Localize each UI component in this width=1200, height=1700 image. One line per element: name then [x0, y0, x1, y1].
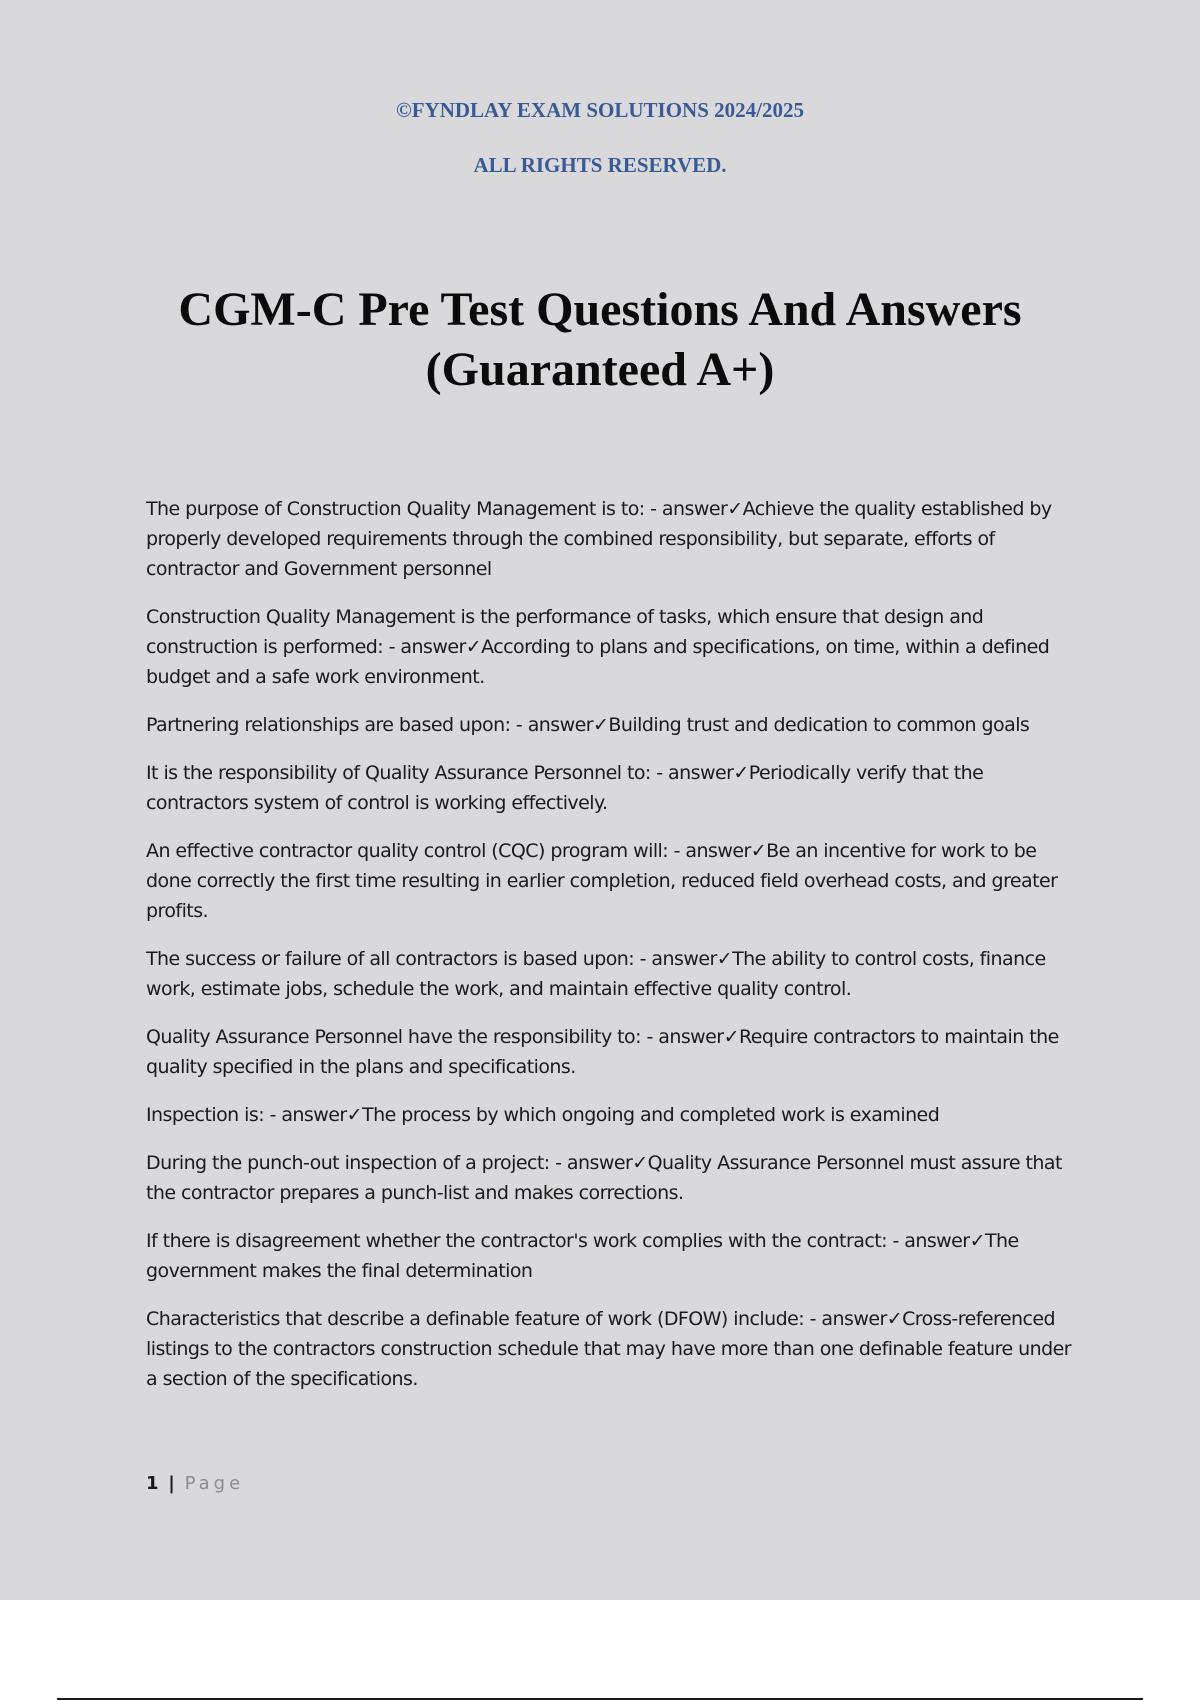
rights-reserved-header: ALL RIGHTS RESERVED.: [473, 153, 727, 177]
qa-item: Partnering relationships are based upon: - answer✓Building trust and dedication to common goals: [146, 714, 1030, 736]
qa-item: It is the responsibility of Quality Assurance Personnel to: - answer✓Periodically verify that the contractors system of control is working effectively.: [146, 762, 984, 814]
qa-item: During the punch-out inspection of a project: - answer✓Quality Assurance Personnel must assure that the contractor prepares a punch-list and makes corrections.: [146, 1152, 1062, 1204]
copyright-header: ©FYNDLAY EXAM SOLUTIONS 2024/2025: [396, 98, 804, 122]
qa-list: [146, 494, 1086, 1412]
title-line-2: (Guaranteed A+): [425, 343, 775, 396]
qa-item: Inspection is: - answer✓The process by which ongoing and completed work is examined: [146, 1104, 940, 1126]
qa-item: The purpose of Construction Quality Management is to: - answer✓Achieve the quality established by properly developed requirements through the combined responsibility, but separate, efforts of contractor and Government personnel: [146, 498, 1052, 580]
qa-item: If there is disagreement whether the contractor's work complies with the contract: - answer✓The government makes the final determination: [146, 1230, 1019, 1282]
page-footer: [146, 1473, 244, 1494]
footer-separator: |: [168, 1473, 175, 1494]
qa-item: Quality Assurance Personnel have the responsibility to: - answer✓Require contractors to maintain the quality specified in the plans and specifications.: [146, 1026, 1059, 1078]
page-number: 1: [146, 1473, 159, 1494]
page-label: Page: [184, 1473, 245, 1494]
title-line-1: CGM-C Pre Test Questions And Answers: [178, 283, 1022, 336]
document-title: [0, 280, 1200, 400]
qa-item: Construction Quality Management is the performance of tasks, which ensure that design and construction is performed: - answer✓According to plans and specifications, on time, within a defined budget and a safe work environment.: [146, 606, 1050, 688]
qa-item: Characteristics that describe a definable feature of work (DFOW) include: - answer✓Cross-referenced listings to the contractors construction schedule that may have more than one definable feature under a section of the specifications.: [146, 1308, 1072, 1390]
qa-item: The success or failure of all contractors is based upon: - answer✓The ability to control costs, finance work, estimate jobs, schedule the work, and maintain effective quality control.: [146, 948, 1046, 1000]
qa-item: An effective contractor quality control (CQC) program will: - answer✓Be an incentive for work to be done correctly the first time resulting in earlier completion, reduced field overhead costs, and greater profits.: [146, 840, 1058, 922]
